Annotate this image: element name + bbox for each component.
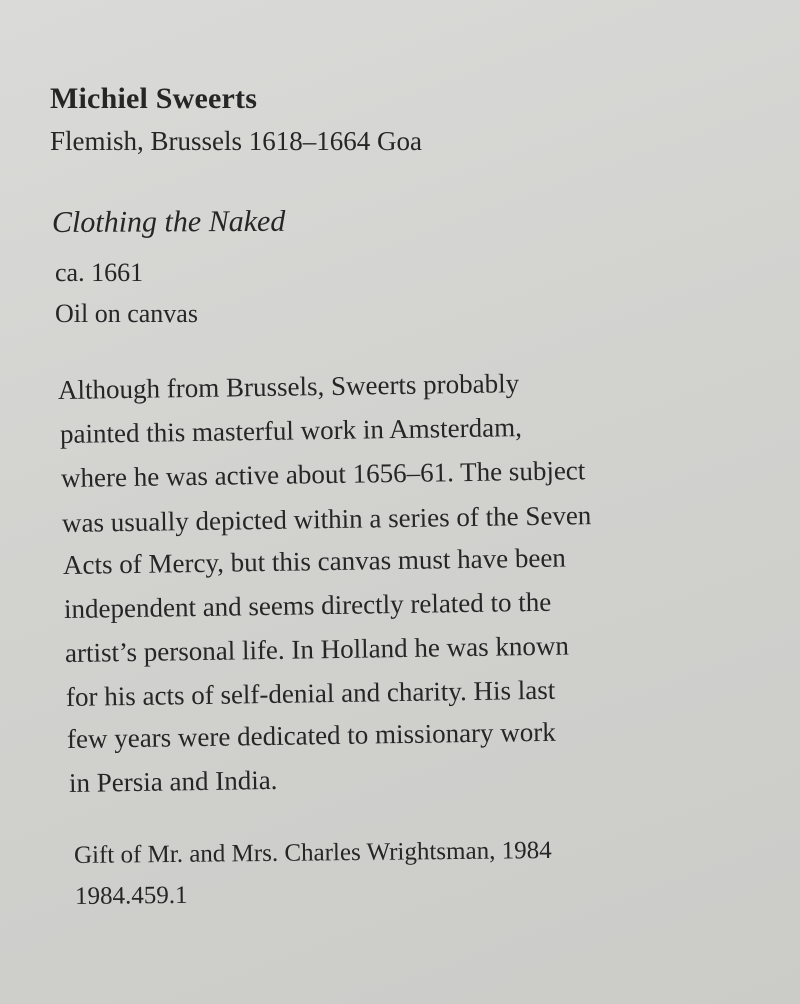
description-line: Acts of Mercy, but this canvas must have been bbox=[62, 542, 567, 580]
artist-nationality-dates: Flemish, Brussels 1618–1664 Goa bbox=[50, 126, 423, 156]
accession-number: 1984.459.1 bbox=[74, 881, 188, 910]
description-line: in Persia and India. bbox=[68, 764, 278, 798]
artwork-medium: Oil on canvas bbox=[55, 299, 198, 328]
artwork-title: Clothing the Naked bbox=[51, 204, 286, 239]
description-line: artist’s personal life. In Holland he was known bbox=[64, 630, 570, 668]
description-line: painted this masterful work in Amsterdam, bbox=[59, 412, 523, 449]
artist-name: Michiel Sweerts bbox=[50, 82, 258, 115]
description-line: for his acts of self-denial and charity. His last bbox=[65, 674, 556, 712]
description-line: independent and seems directly related to the bbox=[63, 586, 552, 624]
artwork-date: ca. 1661 bbox=[55, 258, 144, 287]
description-line: where he was active about 1656–61. The subject bbox=[60, 455, 586, 493]
description-line: few years were dedicated to missionary work bbox=[66, 716, 556, 754]
description-line: Although from Brussels, Sweerts probably bbox=[57, 368, 520, 405]
description-line: was usually depicted within a series of the Seven bbox=[61, 500, 592, 538]
credit-line: Gift of Mr. and Mrs. Charles Wrightsman, 1984 bbox=[73, 836, 552, 869]
